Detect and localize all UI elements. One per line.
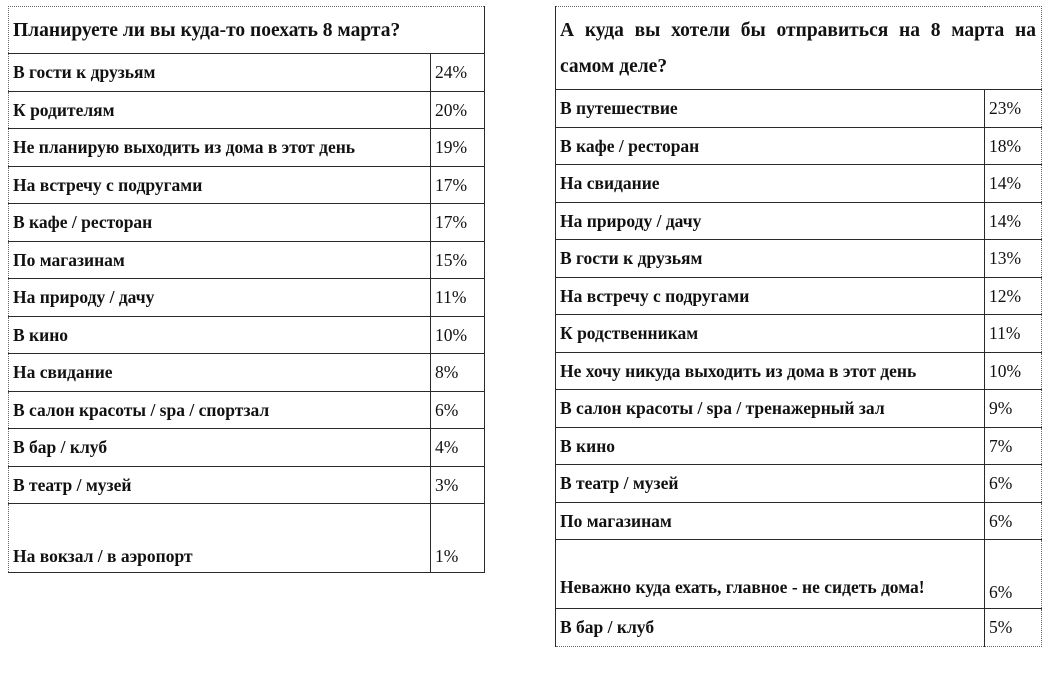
row-value: 6% <box>985 465 1042 503</box>
table-row <box>556 540 1042 609</box>
table-row <box>556 465 1042 503</box>
row-value: 23% <box>985 90 1042 128</box>
row-label: Не хочу никуда выходить из дома в этот день <box>556 352 985 390</box>
row-label: На свидание <box>9 354 431 392</box>
table-row <box>9 316 485 354</box>
row-value: 11% <box>985 315 1042 353</box>
row-value: 6% <box>985 540 1042 609</box>
row-label: К родственникам <box>556 315 985 353</box>
table-title: Планируете ли вы куда-то поехать 8 марта? <box>9 7 485 54</box>
row-value: 18% <box>985 127 1042 165</box>
table-row <box>9 504 485 573</box>
row-value: 10% <box>985 352 1042 390</box>
table-row <box>556 202 1042 240</box>
table-row <box>556 240 1042 278</box>
row-label: В кино <box>9 316 431 354</box>
row-value: 15% <box>431 241 485 279</box>
row-value: 24% <box>431 54 485 92</box>
row-label: На встречу с подругами <box>556 277 985 315</box>
row-value: 10% <box>431 316 485 354</box>
row-label: В бар / клуб <box>9 429 431 467</box>
row-label: Неважно куда ехать, главное - не сидеть дома! <box>556 540 985 609</box>
row-value: 4% <box>431 429 485 467</box>
row-value: 14% <box>985 202 1042 240</box>
row-label: В гости к друзьям <box>9 54 431 92</box>
table-row <box>9 91 485 129</box>
row-label: На свидание <box>556 165 985 203</box>
row-label: По магазинам <box>9 241 431 279</box>
row-value: 5% <box>985 609 1042 647</box>
survey-table-plans <box>8 6 485 573</box>
row-label: Не планирую выходить из дома в этот день <box>9 129 431 167</box>
table-row <box>9 166 485 204</box>
row-value: 20% <box>431 91 485 129</box>
row-value: 6% <box>985 502 1042 540</box>
table-row <box>9 204 485 242</box>
table-row <box>556 352 1042 390</box>
table-row <box>556 390 1042 428</box>
table-row <box>9 429 485 467</box>
row-value: 1% <box>431 504 485 573</box>
row-label: В гости к друзьям <box>556 240 985 278</box>
row-value: 6% <box>431 391 485 429</box>
row-value: 12% <box>985 277 1042 315</box>
row-value: 3% <box>431 466 485 504</box>
row-value: 14% <box>985 165 1042 203</box>
table-header-row <box>9 7 485 54</box>
table-title: А куда вы хотели бы отправиться на 8 марта на самом деле? <box>556 7 1042 90</box>
row-value: 8% <box>431 354 485 392</box>
row-value: 13% <box>985 240 1042 278</box>
table-row <box>9 54 485 92</box>
row-value: 7% <box>985 427 1042 465</box>
row-value: 19% <box>431 129 485 167</box>
table-row <box>556 90 1042 128</box>
row-label: К родителям <box>9 91 431 129</box>
table-row <box>556 127 1042 165</box>
row-label: В театр / музей <box>556 465 985 503</box>
row-label: На природу / дачу <box>556 202 985 240</box>
table-header-row <box>556 7 1042 90</box>
table-row <box>556 315 1042 353</box>
table-row <box>556 502 1042 540</box>
table-row <box>556 277 1042 315</box>
row-value: 11% <box>431 279 485 317</box>
table-row <box>9 354 485 392</box>
row-label: На природу / дачу <box>9 279 431 317</box>
row-label: В кино <box>556 427 985 465</box>
row-label: На встречу с подругами <box>9 166 431 204</box>
row-label: В салон красоты / spa / спортзал <box>9 391 431 429</box>
row-label: По магазинам <box>556 502 985 540</box>
table-row <box>9 279 485 317</box>
table-row <box>556 427 1042 465</box>
table-row <box>9 241 485 279</box>
row-label: В салон красоты / spa / тренажерный зал <box>556 390 985 428</box>
row-label: В бар / клуб <box>556 609 985 647</box>
survey-table-wishes <box>555 6 1042 647</box>
row-value: 17% <box>431 204 485 242</box>
row-value: 17% <box>431 166 485 204</box>
row-value: 9% <box>985 390 1042 428</box>
table-row <box>556 609 1042 647</box>
row-label: В кафе / ресторан <box>9 204 431 242</box>
table-row <box>9 129 485 167</box>
row-label: На вокзал / в аэропорт <box>9 504 431 573</box>
row-label: В путешествие <box>556 90 985 128</box>
table-row <box>556 165 1042 203</box>
table-row <box>9 391 485 429</box>
row-label: В кафе / ресторан <box>556 127 985 165</box>
row-label: В театр / музей <box>9 466 431 504</box>
table-row <box>9 466 485 504</box>
